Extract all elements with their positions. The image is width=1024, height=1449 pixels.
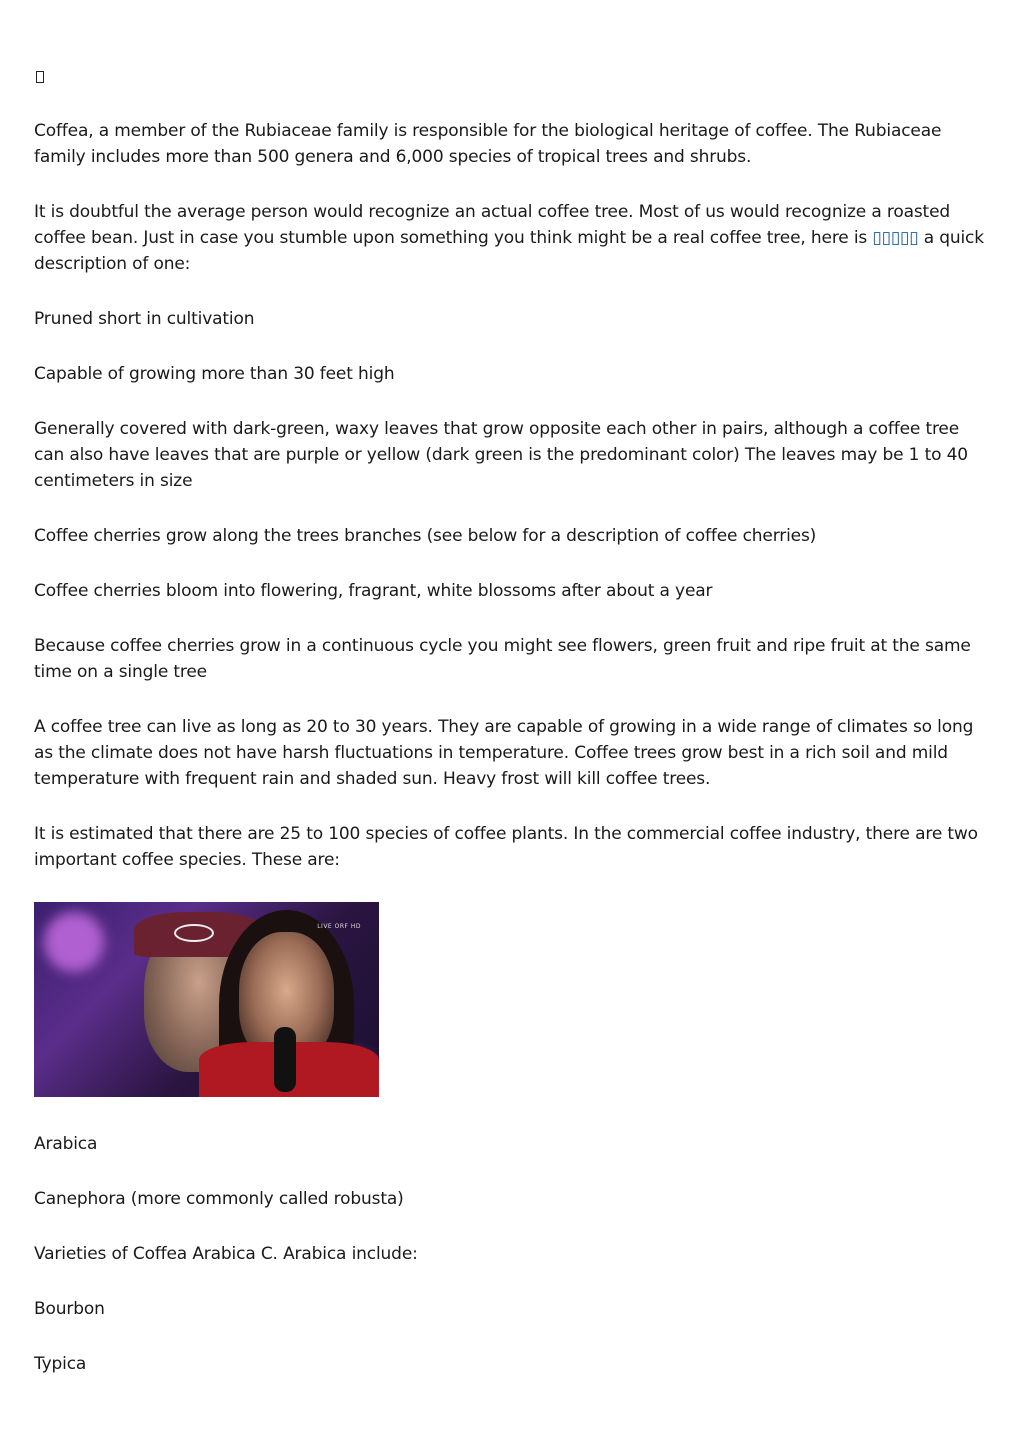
paragraph-intro: Coffea, a member of the Rubiaceae family is responsible for the biological heritage of coffee. The Rubiaceae family includes more than 500 genera and 6,000 species of tropical trees and shrubs.	[34, 121, 942, 167]
variety-typica: Typica	[34, 1354, 87, 1374]
list-item-blossoms: Coffee cherries bloom into flowering, fragrant, white blossoms after about a year	[34, 581, 713, 601]
eye-emblem-icon	[174, 924, 214, 942]
paragraph-text: It is doubtful the average person would recognize an actual coffee tree. Most of us would recognize a roasted coffee bean. Just in case you stumble upon something you think might be a real coffee tree, here is	[34, 202, 951, 248]
article-body	[34, 118, 994, 1406]
varieties-heading: Varieties of Coffea Arabica C. Arabica include:	[34, 1244, 418, 1264]
inline-photo	[34, 902, 379, 1097]
missing-glyph-icon	[36, 71, 44, 83]
list-item-cherries: Coffee cherries grow along the trees branches (see below for a description of coffee cherries)	[34, 526, 817, 546]
variety-bourbon: Bourbon	[34, 1299, 105, 1319]
list-item-height: Capable of growing more than 30 feet high	[34, 364, 395, 384]
broadcast-logo: LIVE ORF HD	[317, 923, 361, 930]
list-item-leaves: Generally covered with dark-green, waxy leaves that grow opposite each other in pairs, although a coffee tree can also have leaves that are purple or yellow (dark green is the predominant color) The leaves may be 1 to 40 centimeters in size	[34, 419, 968, 491]
paragraph-text: a quick description of one:	[34, 228, 984, 274]
list-item-pruned: Pruned short in cultivation	[34, 309, 255, 329]
paragraph-description-lead	[34, 199, 994, 277]
inline-link[interactable]: ▯▯▯▯▯	[872, 228, 919, 248]
stage-light	[44, 912, 104, 972]
paragraph-lifespan: A coffee tree can live as long as 20 to 30 years. They are capable of growing in a wide range of climates so long as the climate does not have harsh fluctuations in temperature. Coffee trees grow best in a rich soil and mild temperature with frequent rain and shaded sun. Heavy frost will kill coffee trees.	[34, 717, 974, 789]
list-item-cycle: Because coffee cherries grow in a continuous cycle you might see flowers, green fruit and ripe fruit at the same time on a single tree	[34, 636, 971, 682]
species-arabica: Arabica	[34, 1134, 98, 1154]
microphone	[274, 1027, 296, 1092]
species-canephora: Canephora (more commonly called robusta)	[34, 1189, 404, 1209]
paragraph-species: It is estimated that there are 25 to 100 species of coffee plants. In the commercial coffee industry, there are two important coffee species. These are:	[34, 824, 978, 870]
